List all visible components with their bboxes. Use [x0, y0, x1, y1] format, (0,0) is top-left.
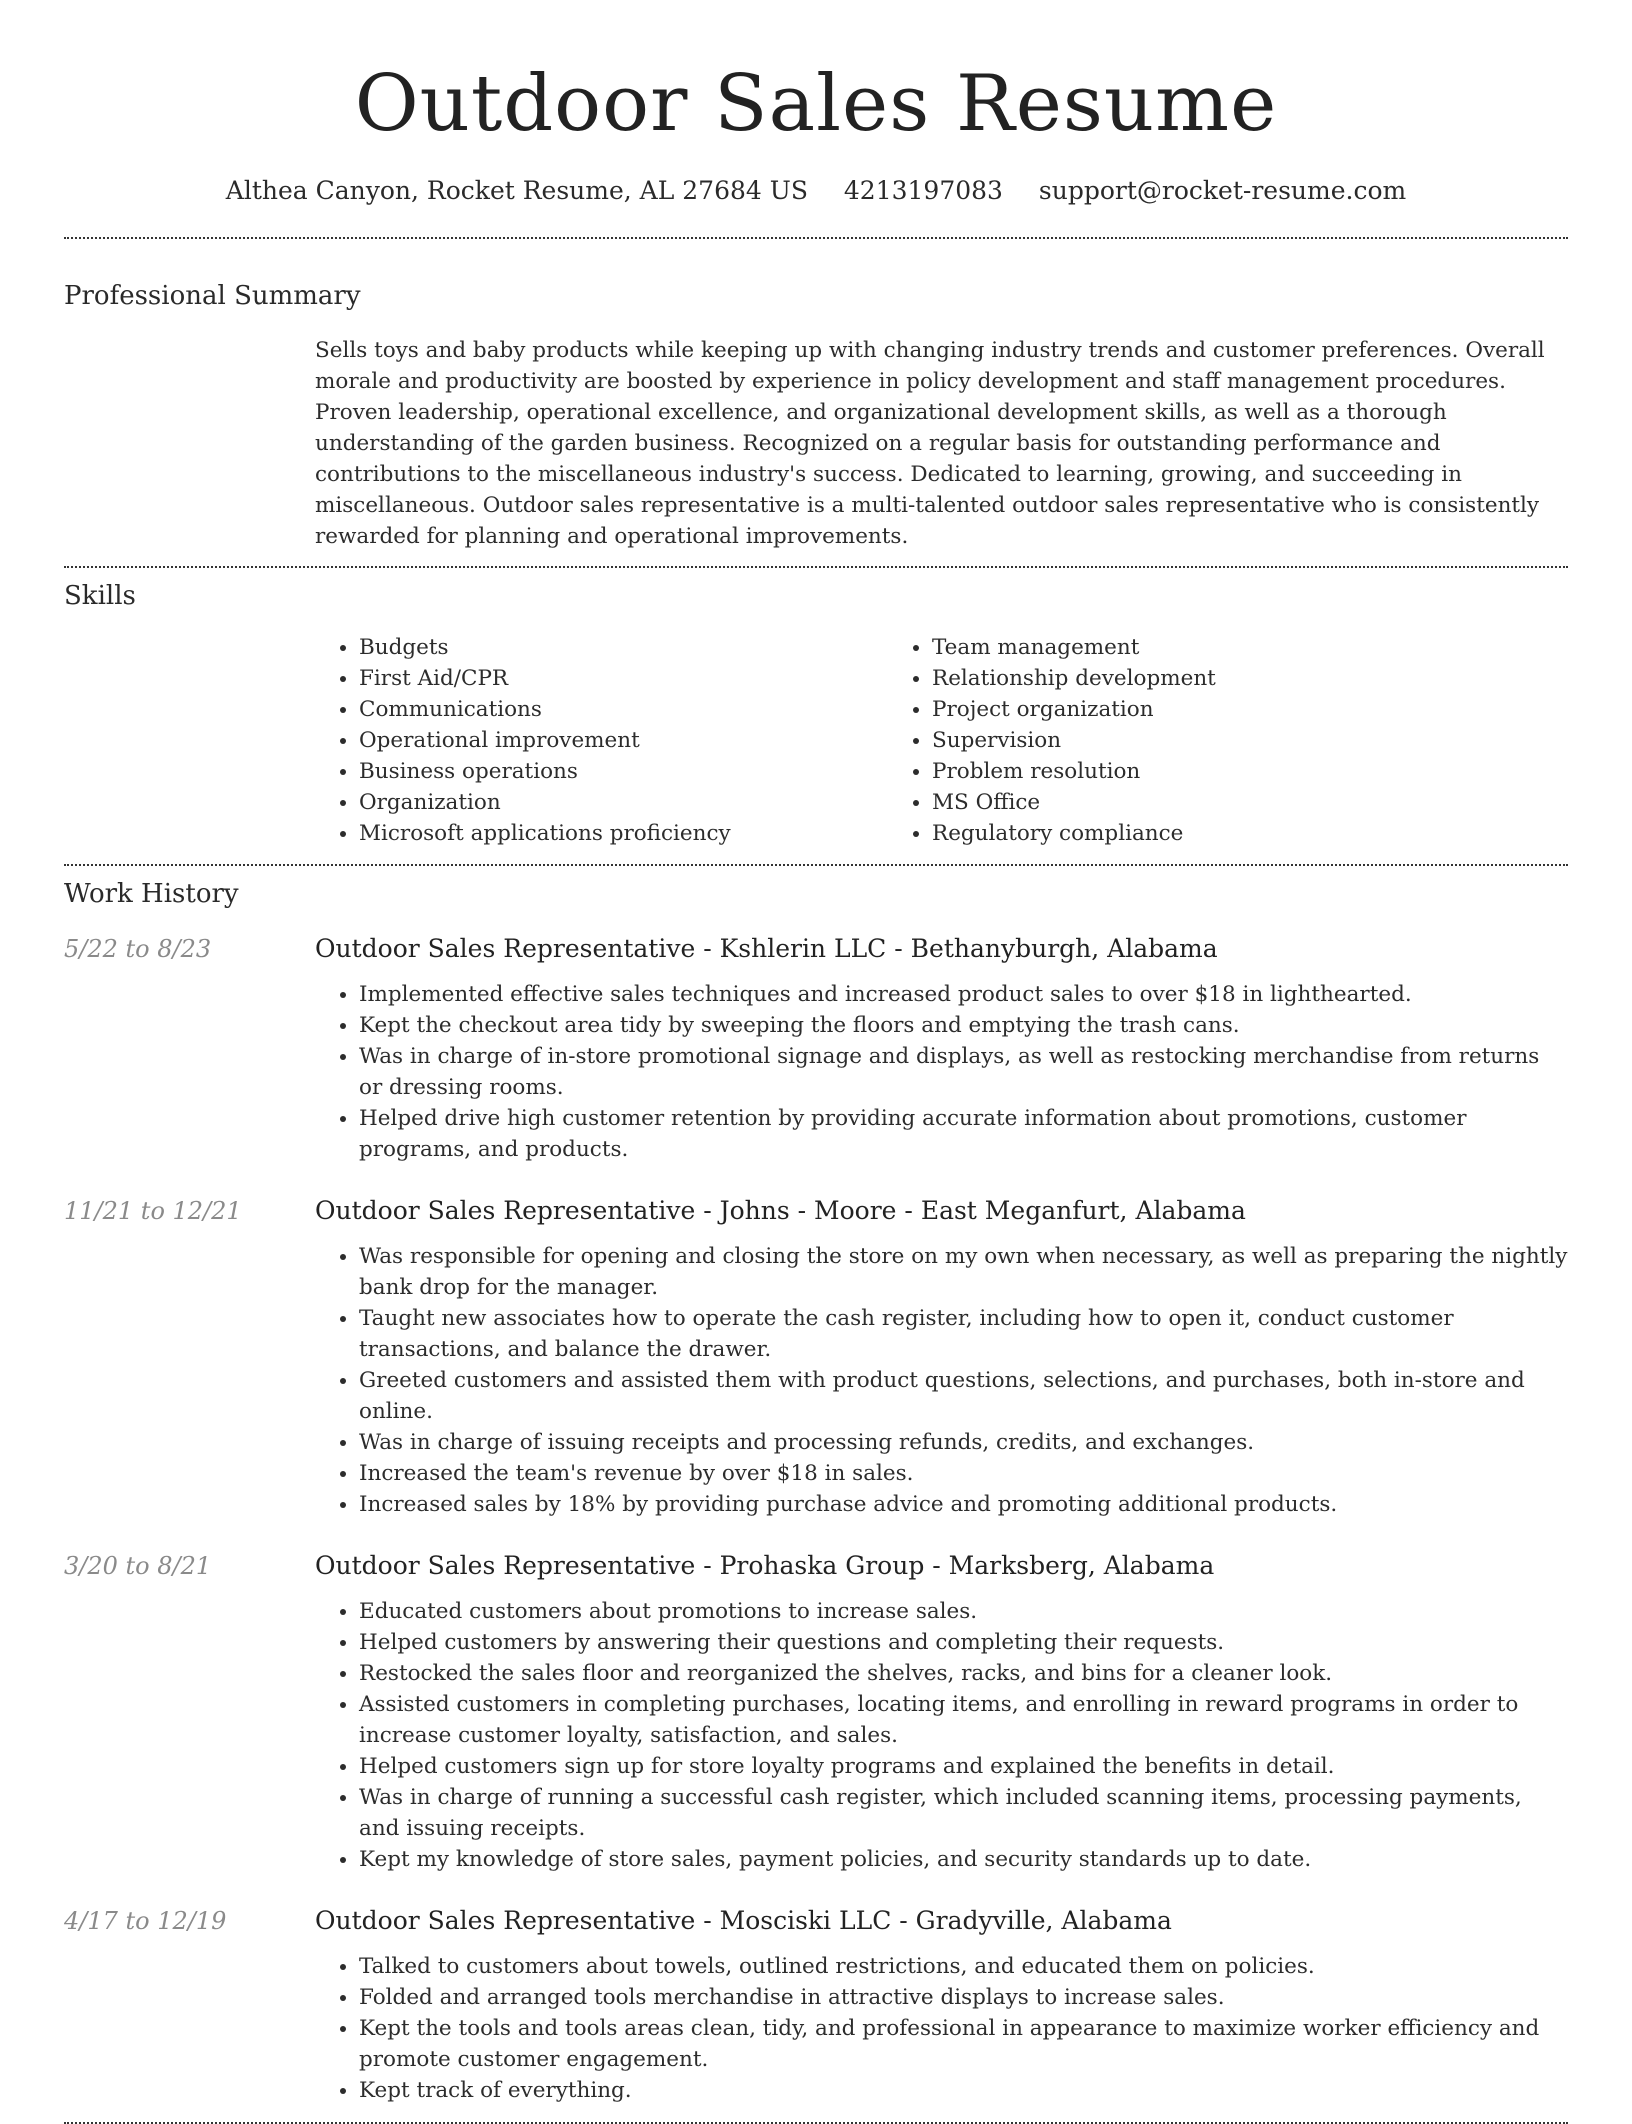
- job-bullet: • Talked to customers about towels, outlined restrictions, and educated them on policies.: [359, 1951, 1568, 1982]
- skill-item: • Organization: [359, 787, 888, 818]
- resume-title: Outdoor Sales Resume: [354, 59, 1278, 149]
- job-bullet: • Kept my knowledge of store sales, payment policies, and security standards up to date.: [359, 1844, 1568, 1875]
- contact-email: support@rocket-resume.com: [1038, 176, 1407, 205]
- job-bullet: • Increased the team's revenue by over $18 in sales.: [359, 1458, 1568, 1489]
- skills-column-right: [888, 632, 1502, 849]
- skill-item: • MS Office: [932, 787, 1502, 818]
- job-bullet: • Was in charge of in-store promotional signage and displays, as well as restocking merchandise from returns or dressing rooms.: [359, 1041, 1568, 1103]
- job-title: Outdoor Sales Representative - Kshlerin LLC - Bethanyburgh, Alabama: [315, 934, 1218, 963]
- job-entry: [64, 1550, 1568, 1875]
- work-history-heading: Work History: [64, 879, 239, 909]
- job-bullet: • Was responsible for opening and closing the store on my own when necessary, as well as preparing the nightly bank drop for the manager.: [359, 1241, 1568, 1303]
- job-bullet: • Was in charge of running a successful cash register, which included scanning items, processing payments, and issuing receipts.: [359, 1782, 1568, 1844]
- skill-item: • Problem resolution: [932, 756, 1502, 787]
- skill-item: • Budgets: [359, 632, 888, 663]
- job-bullet: • Kept track of everything.: [359, 2075, 1568, 2106]
- job-bullet: • Helped customers sign up for store loyalty programs and explained the benefits in detail.: [359, 1751, 1568, 1782]
- job-bullet: • Helped drive high customer retention by providing accurate information about promotions, customer programs, and products.: [359, 1103, 1568, 1165]
- skill-item: • First Aid/CPR: [359, 663, 888, 694]
- job-bullet: • Helped customers by answering their questions and completing their requests.: [359, 1627, 1568, 1658]
- skill-item: • Regulatory compliance: [932, 818, 1502, 849]
- skill-item: • Operational improvement: [359, 725, 888, 756]
- job-bullet: • Increased sales by 18% by providing purchase advice and promoting additional products.: [359, 1489, 1568, 1520]
- skill-item: • Project organization: [932, 694, 1502, 725]
- job-bullet: • Assisted customers in completing purchases, locating items, and enrolling in reward programs in order to increase customer loyalty, satisfaction, and sales.: [359, 1689, 1568, 1751]
- skills-column-left: [315, 632, 888, 849]
- skill-item: • Supervision: [932, 725, 1502, 756]
- job-title: Outdoor Sales Representative - Mosciski LLC - Gradyville, Alabama: [315, 1906, 1172, 1935]
- skill-item: • Microsoft applications proficiency: [359, 818, 888, 849]
- job-bullet: • Restocked the sales floor and reorganized the shelves, racks, and bins for a cleaner look.: [359, 1658, 1568, 1689]
- skill-item: • Business operations: [359, 756, 888, 787]
- job-dates: 11/21 to 12/21: [64, 1197, 242, 1225]
- contact-phone: 4213197083: [843, 176, 1003, 205]
- job-entry: [64, 1905, 1568, 2106]
- divider: [64, 566, 1568, 568]
- contact-line: [64, 174, 1568, 208]
- divider: [64, 864, 1568, 866]
- summary-heading: Professional Summary: [64, 281, 361, 311]
- job-bullets: [315, 1596, 1568, 1875]
- job-dates: 5/22 to 8/23: [64, 935, 212, 963]
- job-bullet: • Educated customers about promotions to increase sales.: [359, 1596, 1568, 1627]
- job-bullets: [315, 979, 1568, 1165]
- job-bullet: • Kept the tools and tools areas clean, tidy, and professional in appearance to maximize worker efficiency and promote customer engagement.: [359, 2013, 1568, 2075]
- job-bullet: • Taught new associates how to operate the cash register, including how to open it, conduct customer transactions, and balance the drawer.: [359, 1303, 1568, 1365]
- job-bullet: • Folded and arranged tools merchandise in attractive displays to increase sales.: [359, 1982, 1568, 2013]
- skill-item: • Team management: [932, 632, 1502, 663]
- job-bullets: [315, 1951, 1568, 2106]
- skill-item: • Relationship development: [932, 663, 1502, 694]
- job-bullet: • Greeted customers and assisted them with product questions, selections, and purchases, both in-store and online.: [359, 1365, 1568, 1427]
- job-dates: 4/17 to 12/19: [64, 1907, 227, 1935]
- skill-item: • Communications: [359, 694, 888, 725]
- job-entry: [64, 933, 1568, 1165]
- job-bullet: • Kept the checkout area tidy by sweeping the floors and emptying the trash cans.: [359, 1010, 1568, 1041]
- job-entry: [64, 1195, 1568, 1520]
- job-title: Outdoor Sales Representative - Prohaska Group - Marksberg, Alabama: [315, 1551, 1215, 1580]
- job-bullets: [315, 1241, 1568, 1520]
- job-bullet: • Implemented effective sales techniques and increased product sales to over $18 in lighthearted.: [359, 979, 1568, 1010]
- skills-heading: Skills: [64, 581, 136, 611]
- contact-address: Althea Canyon, Rocket Resume, AL 27684 US: [225, 176, 808, 205]
- job-dates: 3/20 to 8/21: [64, 1552, 212, 1580]
- job-bullet: • Was in charge of issuing receipts and processing refunds, credits, and exchanges.: [359, 1427, 1568, 1458]
- skills-list: [315, 632, 1568, 849]
- divider: [64, 237, 1568, 239]
- job-title: Outdoor Sales Representative - Johns - Moore - East Meganfurt, Alabama: [315, 1196, 1246, 1225]
- summary-text: Sells toys and baby products while keeping up with changing industry trends and customer preferences. Overall morale and productivity are boosted by experience in policy development and staff management procedures. Proven leadership, operational excellence, and organizational development skills, as well as a thorough understanding of the garden business. Recognized on a regular basis for outstanding performance and contributions to the miscellaneous industry's success. Dedicated to learning, growing, and succeeding in miscellaneous. Outdoor sales representative is a multi-talented outdoor sales representative who is consistently rewarded for planning and operational improvements.: [315, 338, 1545, 549]
